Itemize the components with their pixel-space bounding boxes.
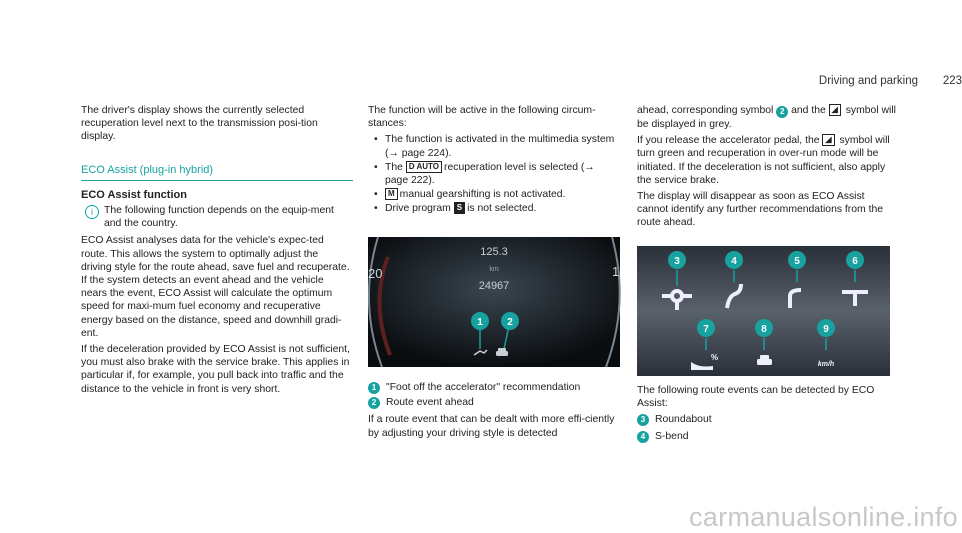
column-2 xyxy=(368,104,620,219)
callout-5: 5 xyxy=(794,256,800,267)
callout-3: 3 xyxy=(674,256,680,267)
paragraph: The following route events can be detected by ECO Assist: xyxy=(637,385,875,410)
odometer-readout: 24967 xyxy=(478,280,510,292)
unit-readout: km xyxy=(489,266,499,273)
eco-assist-symbol-icon: ◢ xyxy=(829,104,841,116)
paragraph: ahead, corresponding symbol 2 and the ◢ symbol will be displayed in grey. xyxy=(637,105,896,130)
subsection-title: ECO Assist function xyxy=(81,188,187,201)
column-3 xyxy=(637,104,897,233)
section-title: ECO Assist (plug-in hybrid) xyxy=(81,163,214,176)
gauge-left-number: 20 xyxy=(368,266,383,281)
driver-display-image xyxy=(368,237,620,367)
column-1 xyxy=(81,104,351,399)
gauge-right-number: 1 xyxy=(612,264,620,279)
legend-item: 1 "Foot off the accelerator" recommendation xyxy=(368,381,620,394)
list-item: • Drive program S is not selected. xyxy=(374,203,537,215)
speed-readout: 125.3 xyxy=(480,246,508,258)
list-item: • M manual gearshifting is not activated. xyxy=(374,189,566,201)
list-item: • The D AUTO recuperation level is selected (→ page 222). xyxy=(374,161,595,187)
intro-text: The function will be active in the following circum-stances: xyxy=(368,105,596,130)
info-note xyxy=(81,204,351,230)
column-3-lower xyxy=(637,384,897,445)
section-name: Driving and parking xyxy=(818,75,918,87)
d-auto-key-icon: D AUTO xyxy=(406,161,442,173)
page-number: 223 xyxy=(942,75,962,87)
callout-badge: 2 xyxy=(368,397,380,409)
callout-2: 2 xyxy=(507,317,513,328)
conditions-list xyxy=(368,133,620,215)
route-events-image xyxy=(637,246,890,376)
paragraph: The display will disappear as soon as ECO Assist cannot identify any further recommendations from the route ahead. xyxy=(637,191,884,229)
list-item: • The function is activated in the multimedia system (→ page 224). xyxy=(374,134,615,159)
callout-1: 1 xyxy=(477,317,483,328)
note-text: The following function depends on the equip-ment and the country. xyxy=(104,205,334,230)
callout-badge: 1 xyxy=(368,382,380,394)
callout-badge: 2 xyxy=(776,106,788,118)
callout-4: 4 xyxy=(731,256,737,267)
callout-badge: 3 xyxy=(637,414,649,426)
sport-key-icon: S xyxy=(454,202,465,214)
gradient-percent-label: % xyxy=(711,353,719,362)
column-2-lower xyxy=(368,381,620,443)
paragraph: If a route event that can be dealt with more effi-ciently by adjusting your driving style is detected xyxy=(368,414,615,439)
legend-item: 4 S-bend xyxy=(637,430,897,443)
section-divider xyxy=(81,180,353,181)
intro-text: The driver's display shows the currently selected recuperation level next to the transmission posi-tion display. xyxy=(81,105,318,143)
callout-7: 7 xyxy=(703,324,709,335)
callout-badge: 4 xyxy=(637,431,649,443)
speed-limit-label: km/h xyxy=(817,361,835,368)
eco-assist-symbol-icon: ◢ xyxy=(822,134,834,146)
callout-6: 6 xyxy=(852,256,858,267)
paragraph: ECO Assist analyses data for the vehicle's expec-ted route. This allows the system to optimally adjust the driving style for the route ahead, save fuel and recuperate. If the system detects an event ahead and the vehicle nears the event, ECO Assist will calculate the optimum speed for maxi-mum fuel economy and recuperative energy based on the distance, speed and downhill gradi-ent. xyxy=(81,235,350,339)
watermark: carmanualsonline.info xyxy=(689,502,958,532)
info-icon: i xyxy=(85,205,99,219)
manual-key-icon: M xyxy=(385,188,398,200)
legend-item: 2 Route event ahead xyxy=(368,396,620,409)
paragraph: If the deceleration provided by ECO Assist is not sufficient, you must also brake with the service brake. This applies in particular if, for example, you pull back into traffic and the distance to the vehicle in front is very short. xyxy=(81,344,350,395)
callout-9: 9 xyxy=(823,324,829,335)
callout-8: 8 xyxy=(761,324,767,335)
paragraph: If you release the accelerator pedal, the ◢ symbol will turn green and recuperation in over-run mode will be initiated. If the deceleration is not sufficient, also apply the service brake. xyxy=(637,135,890,186)
legend-item: 3 Roundabout xyxy=(637,413,897,426)
